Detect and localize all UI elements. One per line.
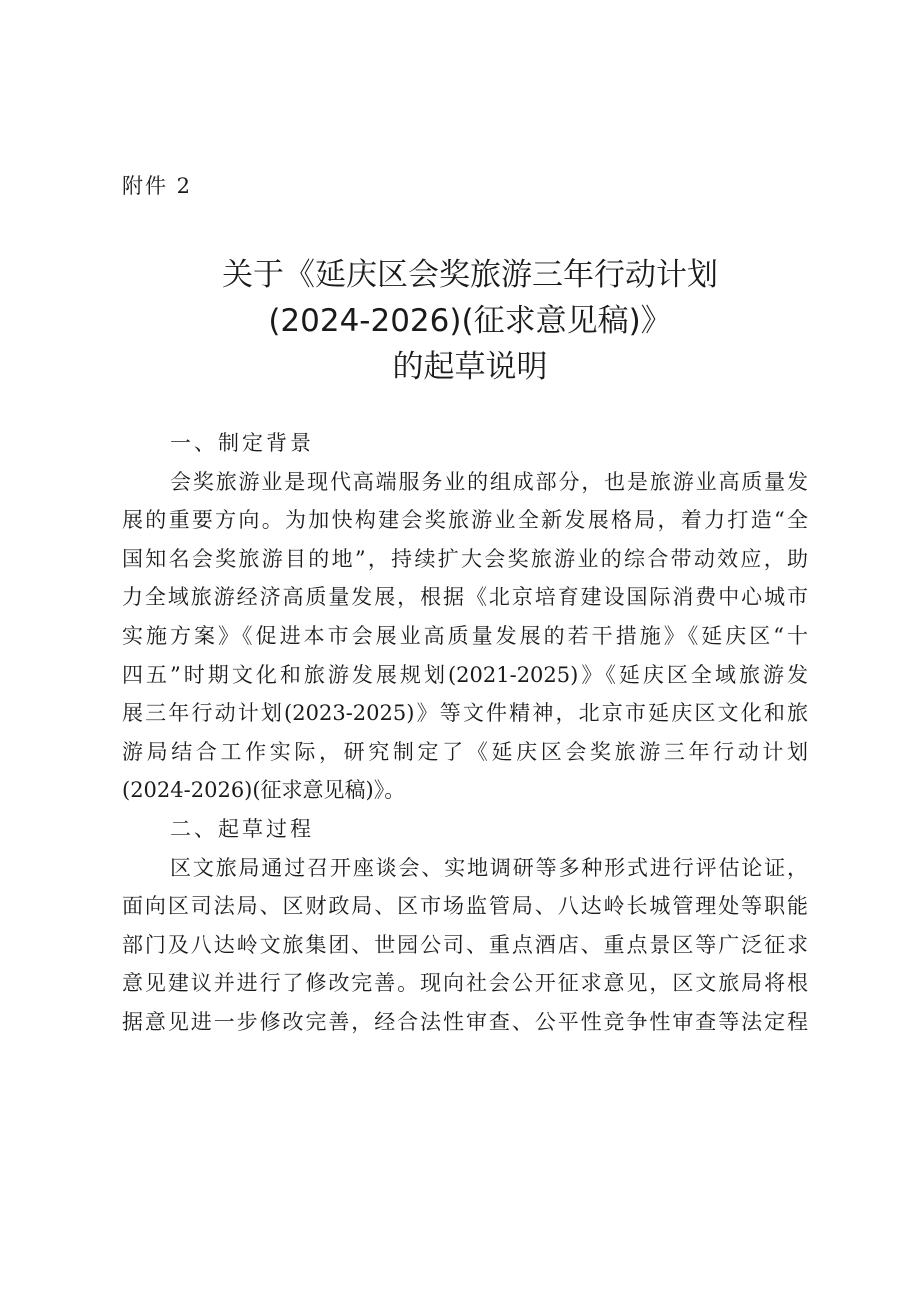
- paragraph-line: 意见建议并进行了修改完善。现向社会公开征求意见，区文旅局将根: [122, 971, 808, 996]
- section-heading-drafting-process: 二、起草过程: [170, 816, 314, 841]
- paragraph-line: 会奖旅游业是现代高端服务业的组成部分，也是旅游业高质量发: [170, 469, 808, 494]
- attachment-label: 附件 2: [122, 174, 193, 198]
- paragraph-line: 展三年行动计划(2023-2025)》等文件精神，北京市延庆区文化和旅: [122, 701, 808, 726]
- document-body: [122, 424, 808, 1042]
- section-heading-background: 一、制定背景: [170, 431, 314, 455]
- paragraph-line: 展的重要方向。为加快构建会奖旅游业全新发展格局，着力打造“全: [122, 508, 808, 533]
- paragraph-line: 据意见进一步修改完善，经合法性审查、公平性竞争性审查等法定程: [122, 1009, 808, 1034]
- paragraph-line: 部门及八达岭文旅集团、世园公司、重点酒店、重点景区等广泛征求: [122, 932, 808, 957]
- title-line-2: (2024-2026)(征求意见稿)》: [268, 303, 672, 339]
- paragraph-line: 国知名会奖旅游目的地”，持续扩大会奖旅游业的综合带动效应，助: [122, 546, 808, 571]
- paragraph-line: 面向区司法局、区财政局、区市场监管局、八达岭长城管理处等职能: [122, 894, 808, 919]
- paragraph-line: (2024-2026)(征求意见稿)》。: [122, 778, 406, 803]
- title-line-3: 的起草说明: [392, 349, 548, 385]
- paragraph-line: 力全域旅游经济高质量发展，根据《北京培育建设国际消费中心城市: [122, 585, 808, 610]
- document-title: [110, 252, 830, 390]
- paragraph-line: 区文旅局通过召开座谈会、实地调研等多种形式进行评估论证，: [170, 855, 808, 880]
- paragraph-line: 实施方案》《促进本市会展业高质量发展的若干措施》《延庆区“十: [122, 623, 808, 648]
- paragraph-line: 游局结合工作实际，研究制定了《延庆区会奖旅游三年行动计划: [122, 739, 808, 764]
- title-line-1: 关于《延庆区会奖旅游三年行动计划: [222, 257, 718, 293]
- paragraph-line: 四五”时期文化和旅游发展规划(2021-2025)》《延庆区全域旅游发: [122, 662, 808, 687]
